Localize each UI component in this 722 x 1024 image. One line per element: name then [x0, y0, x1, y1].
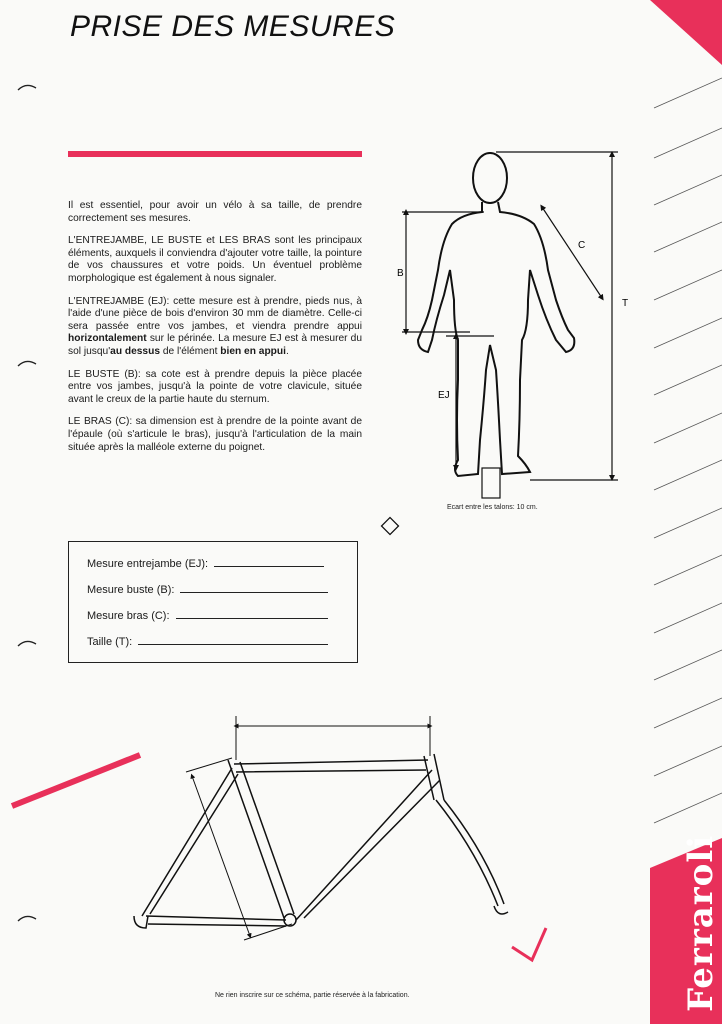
ej-text-c: sur le périnée. La mesure EJ est à mesurer du sol jusqu': [68, 333, 362, 357]
chain-stays: [146, 916, 286, 926]
figure-caption: Ecart entre les talons: 10 cm.: [447, 504, 538, 511]
down-tube: [296, 770, 440, 920]
frame-tubes: [134, 754, 508, 928]
frame-caption: Ne rien inscrire sur ce schéma, partie réservée à la fabrication.: [215, 992, 410, 999]
b-field-label: Mesure buste (B):: [87, 584, 175, 596]
label-c: C: [578, 240, 586, 251]
ej-field-label: Mesure entrejambe (EJ):: [87, 558, 209, 570]
label-t: T: [622, 298, 629, 309]
front-dropout: [494, 906, 508, 914]
seat-stays: [142, 768, 238, 916]
label-ej: EJ: [438, 390, 450, 401]
brand-logo: Ferraroli: [681, 834, 721, 1012]
rear-dropout: [134, 916, 148, 928]
ej-text-a: L'ENTREJAMBE (EJ): cette mesure est à prendre, pieds nus, à l'aide d'une pièce de bois d'environ 30 mm de diamètre. Celle-ci sera passée entre vos jambes, et viendra prendre appui: [68, 295, 362, 332]
ej-text-e: de l'élément: [160, 345, 221, 357]
page-title: PRISE DES MESURES: [70, 10, 396, 43]
c-field-label: Mesure bras (C):: [87, 610, 170, 622]
buste-paragraph: LE BUSTE (B): sa cote est à prendre depuis la pièce placée entre vos jambes, jusqu'à la pointe de votre clavicule, située avant le creux de la partie haute du sternum.: [68, 368, 362, 405]
ej-bold-au-dessus: au dessus: [110, 345, 160, 357]
bras-paragraph: LE BRAS (C): sa dimension est à prendre de la pointe avant de l'épaule (où s'articule le bras), jusqu'à l'articulation de la main située après la malléole externe du poignet.: [68, 416, 362, 453]
intro-paragraph: Il est essentiel, pour avoir un vélo à sa taille, de prendre correctement ses mesures.: [68, 200, 362, 224]
fork: [436, 800, 504, 906]
t-field-label: Taille (T):: [87, 636, 133, 648]
ej-bold-horizontal: horizontalement: [68, 333, 147, 345]
seat-tube: [228, 760, 294, 918]
label-b: B: [397, 268, 404, 279]
ej-text-g: .: [285, 345, 289, 357]
elements-paragraph: L'ENTREJAMBE, LE BUSTE et LES BRAS sont les principaux éléments, auxquels il conviendra d'ajouter votre taille, la pointure de vos chaussures et votre poids. Un éventuel problème morphologique est également à nous signaler.: [68, 235, 362, 284]
seat-tube-top-tick: [186, 758, 232, 772]
top-tube: [234, 760, 428, 772]
ej-bold-bien-en-appui: bien en appui: [220, 345, 286, 357]
